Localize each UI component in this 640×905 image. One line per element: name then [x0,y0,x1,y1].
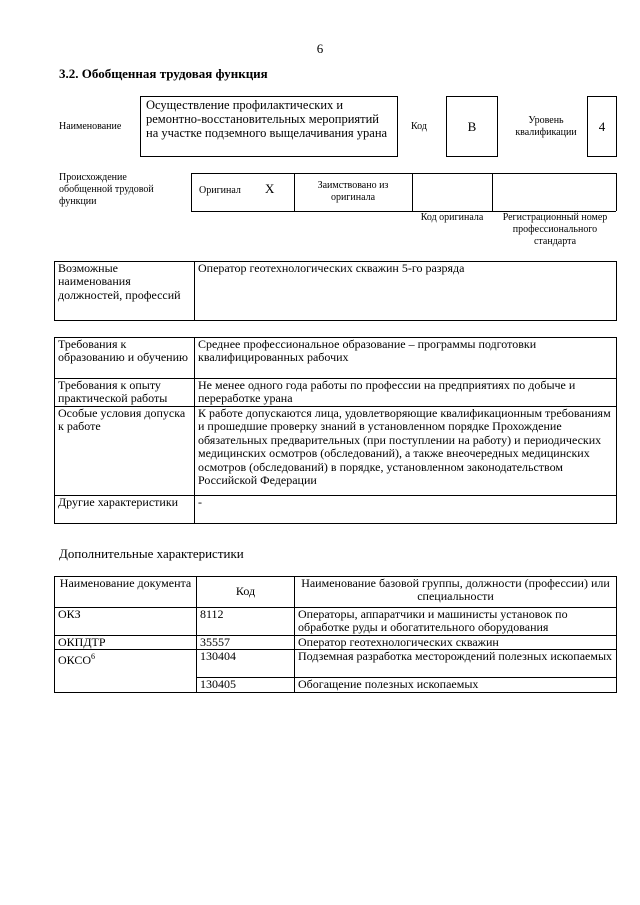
table-row [55,379,617,407]
origin-divider [191,173,192,211]
column-header: Наименование документа [55,577,197,608]
qualification-level-box: 4 [587,96,617,157]
section-title: 3.2. Обобщенная трудовая функция [59,66,268,81]
original-code-caption: Код оригинала [420,212,484,223]
table-row [55,496,617,524]
table-row [55,262,617,321]
table-row [55,407,617,496]
req-label: Другие характеристики [55,496,195,524]
origin-divider [294,173,295,211]
original-mark: X [265,181,275,196]
doc-text: ОКСО [58,653,92,668]
doc-cell [55,650,197,692]
positions-label: Возможные наименования должностей, профессий [55,262,195,321]
column-header: Код [197,577,295,608]
req-label: Особые условия допуска к работе [55,407,195,496]
function-name-box: Осуществление профилактических и ремонтно-восстановительных мероприятий на участке подземного выщелачивания урана [140,96,398,157]
req-value: Не менее одного года работы по профессии на предприятиях по добыче и переработке урана [195,379,617,407]
original-label: Оригинал [199,185,241,196]
name-cell: Операторы, аппаратчики и машинисты установок по обработке руды и обогатительного оборудования [295,608,617,636]
footnote-mark: 6 [91,652,96,662]
origin-divider [412,173,413,211]
origin-divider [492,173,493,211]
borrowed-label: Заимствовано из оригинала [317,180,389,203]
positions-table [54,261,617,321]
table-row [55,636,617,650]
origin-divider [616,173,617,211]
doc-cell: ОКЗ [55,608,197,636]
name-cell: Подземная разработка месторождений полезных ископаемых [295,650,617,678]
additional-table [54,576,617,693]
code-cell: 8112 [197,608,295,636]
req-value: - [195,496,617,524]
registration-number-caption: Регистрационный номер профессионального стандарта [502,212,608,247]
code-cell: 35557 [197,636,295,650]
table-row [55,608,617,636]
doc-cell: ОКПДТР [55,636,197,650]
requirements-table [54,337,617,524]
function-code-box: B [446,96,498,157]
positions-value: Оператор геотехнологических скважин 5-го разряда [195,262,617,321]
name-cell: Обогащение полезных ископаемых [295,678,617,692]
req-value: Среднее профессиональное образование – программы подготовки квалифицированных рабочих [195,338,617,379]
table-row [55,650,617,678]
level-label: Уровень квалификации [515,115,577,138]
table-header-row [55,577,617,608]
req-value: К работе допускаются лица, удовлетворяющие квалификационным требованиям и прошедшие проверку знаний в установленном порядке Прохождение обязательных предварительных (при поступлении на работу) и периодических медицинских осмотров (обследований), а также внеочередных медицинских осмотров (обследований) в порядке, установленном законодательством Российской Федерации [195,407,617,496]
name-label: Наименование [59,121,122,132]
code-cell: 130405 [197,678,295,692]
req-label: Требования к опыту практической работы [55,379,195,407]
additional-title: Дополнительные характеристики [59,546,244,561]
code-cell: 130404 [197,650,295,678]
table-row [55,338,617,379]
origin-label: Происхождение обобщенной трудовой функции [59,172,154,207]
column-header: Наименование базовой группы, должности (профессии) или специальности [295,577,617,608]
req-label: Требования к образованию и обучению [55,338,195,379]
code-label: Код [411,121,427,132]
name-cell: Оператор геотехнологических скважин [295,636,617,650]
page-number: 6 [316,41,324,56]
